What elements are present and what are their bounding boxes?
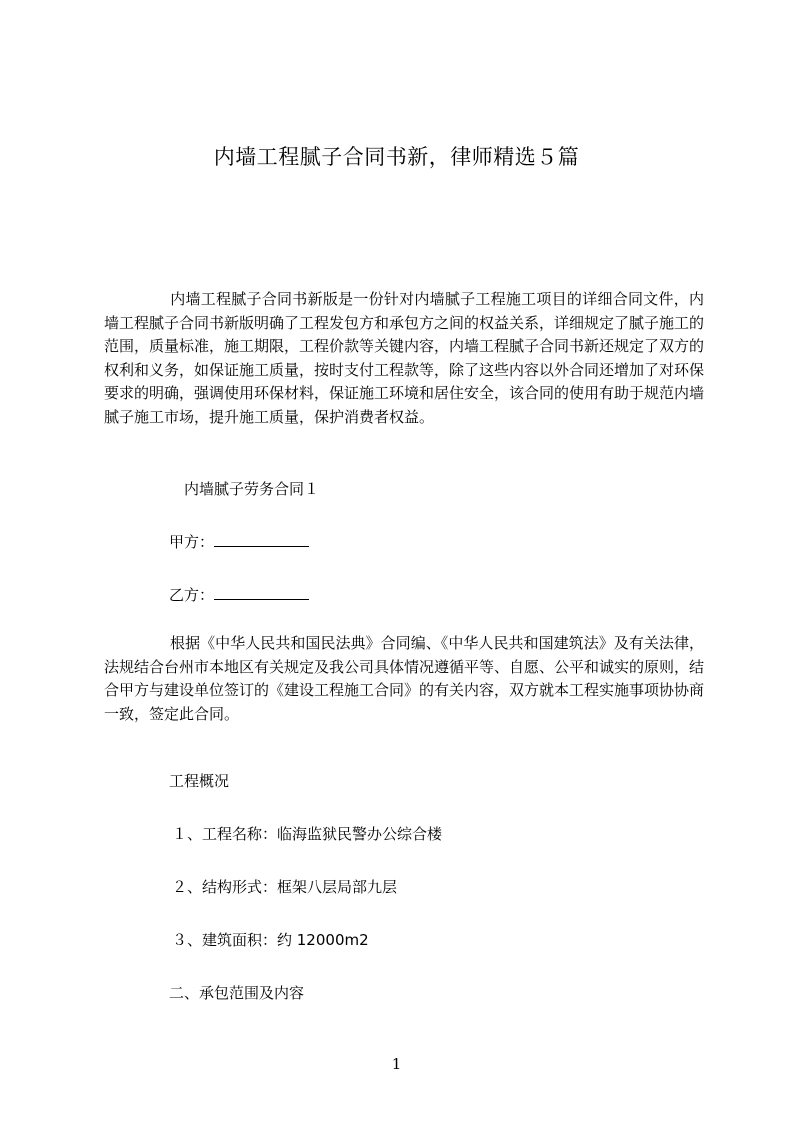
basis-text: 根据《中华人民共和国民法典》合同编、《中华人民共和国建筑法》及有关法律，法规结合台州市本地区有关规定及我公司具体情况遵循平等、自愿、公平和诚实的原则，结合甲方与建设单位签订的《建设工程施工合同》的有关内容，双方就本工程实施事项协协商一致，签定此合同。 [104,634,705,723]
section-overview: 工程概况 [169,772,230,790]
intro-paragraph [104,288,704,429]
party-b-label: 乙方： [169,586,215,604]
contract-heading: 内墙腻子劳务合同１ [184,480,320,498]
page-number: 1 [391,1055,402,1073]
section-scope: 二、承包范围及内容 [169,984,305,1002]
party-b-line [169,585,309,605]
party-b-blank [214,585,309,600]
area-item: ３、建筑面积：约 12000m2 [172,931,369,949]
document-title: 内墙工程腻子合同书新，律师精选５篇 [213,145,580,169]
party-a-label: 甲方： [169,533,215,551]
party-a-blank [214,532,309,547]
party-a-line [169,532,309,552]
project-name-item: １、工程名称：临海监狱民警办公综合楼 [172,825,443,843]
intro-text: 内墙工程腻子合同书新版是一份针对内墙腻子工程施工项目的详细合同文件，内墙工程腻子合同书新版明确了工程发包方和承包方之间的权益关系，详细规定了腻子施工的范围，质量标准，施工期限，工程价款等关键内容，内墙工程腻子合同书新还规定了双方的权利和义务，如保证施工质量，按时支付工程款等，除了这些内容以外合同还增加了对环保要求的明确，强调使用环保材料，保证施工环境和居住安全，该合同的使用有助于规范内墙腻子施工市场，提升施工质量，保护消费者权益。 [104,290,705,426]
structure-item: ２、结构形式：框架八层局部九层 [172,878,398,896]
basis-paragraph [104,632,704,726]
